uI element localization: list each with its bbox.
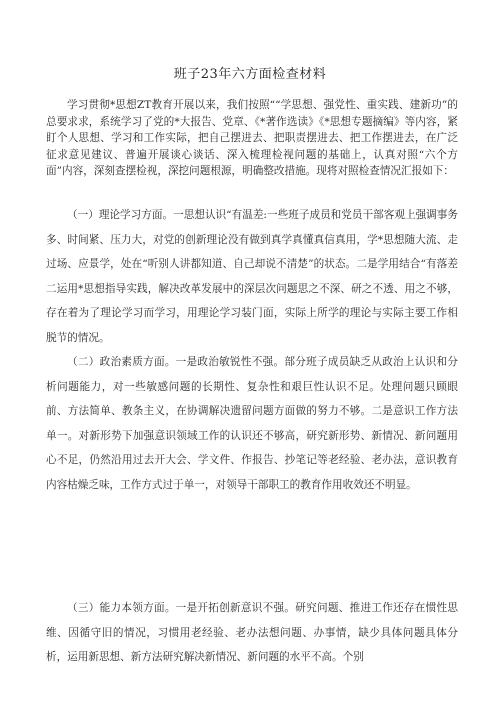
section-theory-study: （一）理论学习方面。一思想认识“有温差:一些班子成员和党员干部客观上强调事务多、时间紧、压力大，对党的创新理论没有做到真学真懂真信真用，学*思想随大流、走过场、应景学，处在“听别人讲都知道、自己却说不清楚”的状态。二是学用结合“有落差二运用*思想指导实践，解决改革发展中的深层次问题思之不深、研之不透、用之不够，存在着为了理论学习而学习，用理论学习装门面，实际上所学的理论与实际主要工作相脱节的情况。 <box>46 209 458 344</box>
document-title: 班子23年六方面检查材料 <box>173 67 327 82</box>
section-political-quality: （二）政治素质方面。一是政治敏锐性不强。部分班子成员缺乏从政治上认识和分析问题能力，对一些敏感问题的长期性、复杂性和艰巨性认识不足。处理问题只顾眼前、方法简单、教条主义，在协调解决遗留问题方面做的努力不够。二是意识工作方法单一。对新形势下加强意识领域工作的认识还不够高，研究新形势、新情况、新问题用心不足，仍然沿用过去开大会、学文件、作报告、抄笔记等老经验、老办法，意识教育内容枯燥乏味，工作方式过于单一，对领导干部职工的教育作用收效还不明显。 <box>46 356 458 491</box>
intro-paragraph: 学习贯彻*思想ZT教育开展以来，我们按照““学思想、强党性、重实践、建新功”的总要求求，系统学习了党的*大报告、党章、《*著作选读》《*思想专题摘编》等内容，紧盯个人思想、学习和工作实际，把自己摆进去、把职责摆进去、把工作摆进去，在广泛征求意见建议、普遍开展谈心谈话、深入梳理检视问题的基础上，认真对照“六个方面”内容，深刻查摆检视，深挖问题根源，明确整改措施。现将对照检查情况汇报如下： <box>46 99 458 178</box>
section-ability: （三）能力本领方面。一是开拓创新意识不强。研究问题、推进工作还存在惯性思维、因循守旧的情况，习惯用老经验、老办法想问题、办事情，缺少具体问题具体分析，运用新思想、新方法研究解决新情况、新问题的水平不高。个别 <box>46 602 458 664</box>
